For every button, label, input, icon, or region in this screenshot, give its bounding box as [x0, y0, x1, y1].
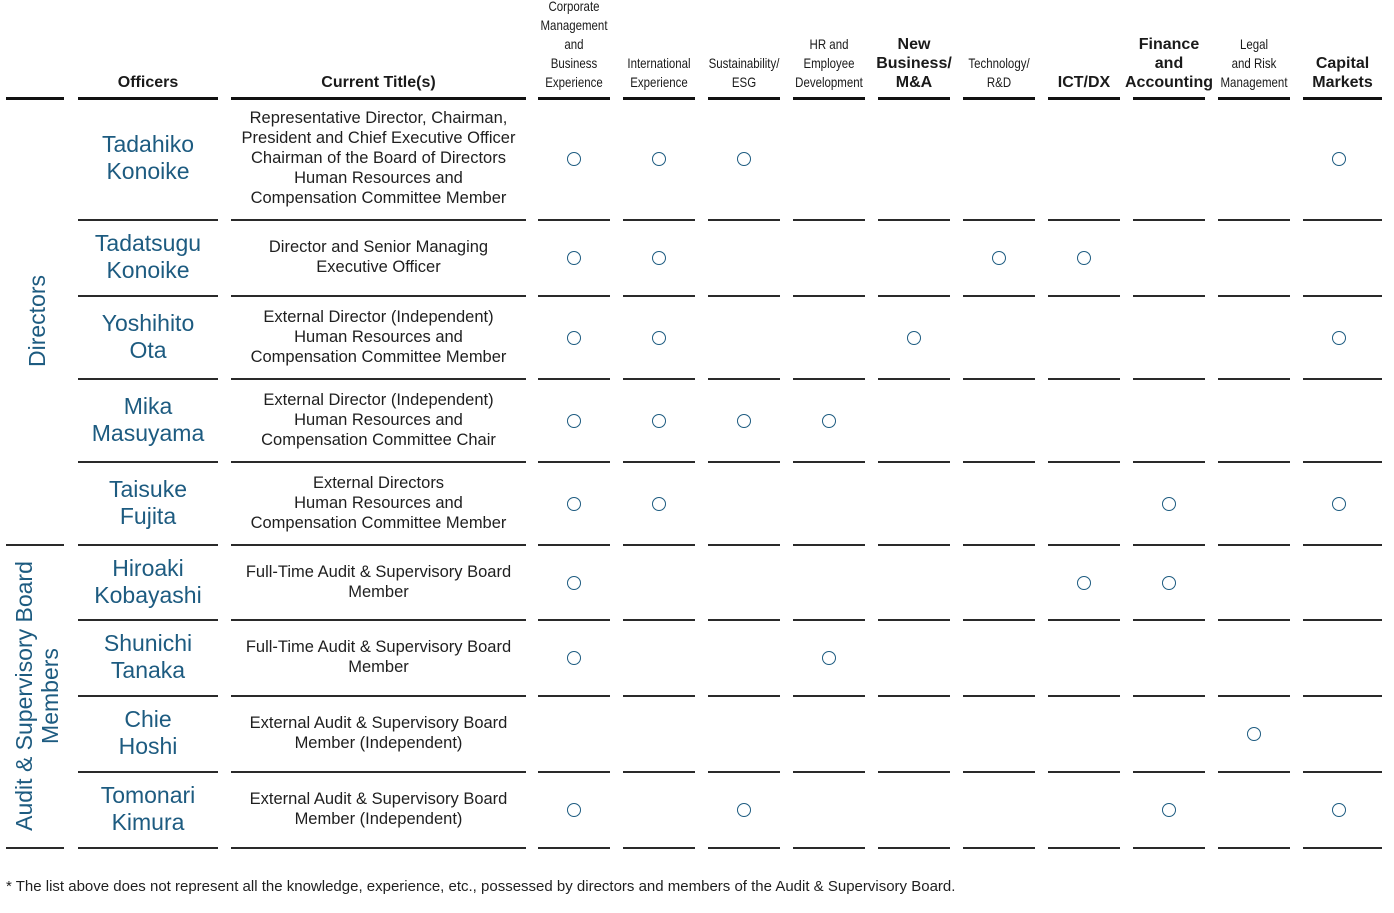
header-skill-2-line1: Sustainability/	[708, 55, 780, 71]
officer-name-last: Masuyama	[91, 419, 205, 446]
table-rule	[1303, 771, 1382, 773]
table-rule	[78, 544, 218, 546]
officer-name-first: Tadatsugu	[94, 230, 202, 256]
group-label-audit-line2: Members	[37, 648, 63, 744]
table-rule	[963, 847, 1035, 849]
table-rule	[1218, 771, 1290, 773]
table-rule	[878, 847, 950, 849]
table-rule	[538, 695, 610, 697]
table-rule	[708, 695, 780, 697]
table-rule	[1133, 544, 1205, 546]
group-label-audit-line1: Audit & Supervisory Board	[11, 561, 37, 831]
table-rule	[1048, 619, 1120, 621]
officer-name-last: Fujita	[119, 502, 177, 529]
table-rule	[878, 295, 950, 297]
header-skill-7-line1: Finance	[1138, 36, 1200, 53]
table-rule	[793, 461, 865, 463]
table-rule	[231, 378, 526, 380]
officer-title-line: External Director (Independent)	[263, 390, 494, 409]
table-rule	[708, 219, 780, 221]
table-rule	[1303, 219, 1382, 221]
officer-name-first: Chie	[124, 706, 172, 732]
officer-title-line: External Audit & Supervisory Board	[249, 790, 508, 808]
table-rule	[1133, 771, 1205, 773]
officer-name-first: Shunichi	[103, 630, 193, 656]
officer-title-line: Human Resources and	[294, 493, 463, 512]
skill-check-circle-icon	[822, 651, 836, 665]
officer-title-line: Compensation Committee Chair	[261, 430, 496, 449]
officer-name-last: Konoike	[106, 158, 190, 184]
officer-title	[231, 789, 526, 829]
officer-title-line: Member	[348, 658, 409, 676]
header-skill-9-line1: Capital	[1315, 55, 1370, 72]
table-rule	[1133, 695, 1205, 697]
table-rule	[538, 619, 610, 621]
officer-name-first: Tadahiko	[101, 131, 195, 157]
header-skill-0-line3: and Business	[550, 36, 598, 71]
officer-title	[231, 637, 526, 677]
officer-name	[78, 706, 218, 760]
table-rule	[538, 97, 610, 100]
table-rule	[1048, 97, 1120, 100]
table-rule	[1048, 544, 1120, 546]
table-rule	[793, 295, 865, 297]
table-rule	[1218, 219, 1290, 221]
table-rule	[538, 219, 610, 221]
skill-check-circle-icon	[1247, 727, 1261, 741]
table-rule	[878, 619, 950, 621]
table-rule	[231, 695, 526, 697]
table-rule	[793, 378, 865, 380]
skill-check-circle-icon	[567, 803, 581, 817]
officer-title-line: Human Resources and	[294, 327, 463, 346]
officer-name-last: Hoshi	[118, 733, 178, 759]
table-rule	[1048, 219, 1120, 221]
header-skill-1-line1: International	[627, 55, 691, 71]
table-rule	[623, 97, 695, 100]
table-rule	[1048, 771, 1120, 773]
table-rule	[623, 295, 695, 297]
officer-name-first: Hiroaki	[112, 554, 184, 581]
officer-name	[78, 131, 218, 185]
skill-check-circle-icon	[1077, 576, 1091, 590]
officer-title-line: Member (Independent)	[294, 810, 463, 828]
officer-title-line: Compensation Committee Member	[250, 347, 507, 366]
officer-title-line: Executive Officer	[316, 258, 441, 276]
skill-check-circle-icon	[992, 251, 1006, 265]
header-skill-0	[540, 0, 609, 92]
officer-title-line: Director and Senior Managing	[268, 238, 489, 256]
table-rule	[623, 461, 695, 463]
table-rule	[1133, 219, 1205, 221]
header-skill-5-line1: Technology/	[968, 55, 1030, 71]
table-rule	[708, 461, 780, 463]
table-rule	[1218, 847, 1290, 849]
table-rule	[6, 847, 64, 849]
table-rule	[231, 771, 526, 773]
header-officers	[78, 60, 218, 92]
skill-check-circle-icon	[567, 331, 581, 345]
officer-name-first: Mika	[123, 392, 173, 419]
table-rule	[1048, 461, 1120, 463]
table-rule	[78, 219, 218, 221]
table-rule	[623, 544, 695, 546]
officer-name-last: Tanaka	[110, 657, 186, 683]
skill-check-circle-icon	[567, 414, 581, 428]
table-rule	[78, 378, 218, 380]
skill-check-circle-icon	[737, 414, 751, 428]
group-label-audit-board	[11, 561, 63, 831]
header-skill-6-line1: ICT/DX	[1057, 74, 1111, 91]
officer-title-line: External Director (Independent)	[263, 307, 494, 326]
table-rule	[1218, 695, 1290, 697]
table-rule	[1133, 619, 1205, 621]
header-skill-8	[1220, 10, 1289, 92]
skill-check-circle-icon	[567, 651, 581, 665]
table-rule	[963, 544, 1035, 546]
officer-name	[78, 476, 218, 530]
table-rule	[708, 97, 780, 100]
header-skill-5-line2: R&D	[986, 74, 1012, 90]
table-rule	[793, 97, 865, 100]
header-skill-4-line1: New	[897, 36, 931, 53]
officer-title-line: President and Chief Executive Officer	[241, 129, 516, 147]
table-rule	[708, 847, 780, 849]
officer-title-line: Member (Independent)	[294, 734, 463, 752]
skill-check-circle-icon	[1332, 803, 1346, 817]
header-skill-3-line2: Employee	[803, 55, 855, 71]
table-rule	[538, 771, 610, 773]
header-skill-7	[1127, 10, 1211, 92]
header-skill-3-line3: Development	[795, 74, 863, 90]
header-skill-9-line2: Markets	[1312, 74, 1373, 91]
table-rule	[793, 695, 865, 697]
header-skill-8-line3: Management	[1220, 74, 1288, 90]
table-rule	[1303, 295, 1382, 297]
table-rule	[793, 219, 865, 221]
table-rule	[708, 544, 780, 546]
officer-title	[231, 562, 526, 602]
officer-title	[231, 390, 526, 450]
table-rule	[878, 461, 950, 463]
table-rule	[963, 378, 1035, 380]
skill-check-circle-icon	[567, 251, 581, 265]
table-rule	[1048, 295, 1120, 297]
officer-name	[78, 393, 218, 447]
skill-check-circle-icon	[907, 331, 921, 345]
table-rule	[623, 378, 695, 380]
table-rule	[231, 97, 526, 100]
table-rule	[78, 847, 218, 849]
table-rule	[538, 461, 610, 463]
officer-title-line: Human Resources and	[294, 169, 463, 187]
group-label-directors: Directors	[24, 274, 50, 368]
table-rule	[1303, 97, 1382, 100]
table-rule	[231, 295, 526, 297]
table-rule	[963, 771, 1035, 773]
officer-name	[78, 630, 218, 684]
table-rule	[1133, 847, 1205, 849]
table-rule	[78, 771, 218, 773]
table-rule	[78, 461, 218, 463]
header-skill-6	[1042, 10, 1126, 92]
table-rule	[963, 219, 1035, 221]
table-rule	[793, 847, 865, 849]
officer-title-line: Chairman of the Board of Directors	[251, 149, 506, 167]
table-rule	[538, 847, 610, 849]
officer-title-line: External Audit & Supervisory Board	[249, 714, 508, 732]
skill-check-circle-icon	[737, 803, 751, 817]
officer-title	[231, 237, 526, 277]
skill-check-circle-icon	[1162, 497, 1176, 511]
table-rule	[1303, 544, 1382, 546]
officer-title-line: Compensation Committee Member	[250, 513, 507, 532]
officer-title-line: External Directors	[312, 473, 445, 492]
footnote: * The list above does not represent all the knowledge, experience, etc., possessed by directors and members of the Audit & Supervisory Board.	[6, 878, 956, 895]
table-rule	[1133, 461, 1205, 463]
header-skill-9	[1297, 10, 1388, 92]
table-rule	[1218, 544, 1290, 546]
officer-name	[78, 310, 218, 364]
skill-check-circle-icon	[737, 152, 751, 166]
skill-check-circle-icon	[652, 414, 666, 428]
table-rule	[708, 771, 780, 773]
table-rule	[538, 544, 610, 546]
table-rule	[793, 771, 865, 773]
skill-check-circle-icon	[652, 152, 666, 166]
officer-name-last: Konoike	[106, 257, 190, 283]
table-rule	[1303, 461, 1382, 463]
table-rule	[1133, 295, 1205, 297]
table-rule	[623, 771, 695, 773]
officer-name	[78, 782, 218, 836]
table-rule	[231, 847, 526, 849]
table-rule	[963, 295, 1035, 297]
officer-name-last: Kimura	[111, 809, 185, 835]
table-rule	[6, 97, 64, 100]
table-rule	[6, 544, 64, 546]
skill-check-circle-icon	[652, 497, 666, 511]
header-skill-0-line2: Management	[540, 17, 608, 33]
skill-check-circle-icon	[822, 414, 836, 428]
officer-name-first: Tomonari	[100, 782, 196, 808]
header-skill-2-line2: ESG	[731, 74, 757, 90]
officer-title	[231, 108, 526, 208]
table-rule	[1133, 378, 1205, 380]
table-rule	[78, 695, 218, 697]
table-rule	[1133, 97, 1205, 100]
header-skill-4	[872, 10, 956, 92]
table-rule	[793, 619, 865, 621]
table-rule	[231, 619, 526, 621]
skill-check-circle-icon	[1162, 576, 1176, 590]
table-rule	[538, 295, 610, 297]
officer-title-line: Full-Time Audit & Supervisory Board	[245, 562, 512, 581]
table-rule	[1218, 295, 1290, 297]
table-rule	[623, 219, 695, 221]
table-rule	[1303, 847, 1382, 849]
header-officers-label: Officers	[117, 74, 179, 91]
header-skill-0-line4: Experience	[545, 74, 603, 90]
table-rule	[878, 695, 950, 697]
officer-title-line: Representative Director, Chairman,	[249, 109, 508, 127]
table-rule	[1048, 695, 1120, 697]
skill-check-circle-icon	[1332, 331, 1346, 345]
table-rule	[1218, 461, 1290, 463]
officer-title	[231, 307, 526, 367]
header-titles-label: Current Title(s)	[321, 74, 436, 91]
table-rule	[231, 544, 526, 546]
table-rule	[878, 544, 950, 546]
header-skill-4-line3: M&A	[895, 74, 933, 91]
officer-title	[231, 473, 526, 533]
header-skill-4-line2: Business/	[876, 55, 952, 72]
officer-name-first: Yoshihito	[101, 309, 195, 336]
table-rule	[963, 461, 1035, 463]
table-rule	[963, 97, 1035, 100]
table-rule	[1218, 378, 1290, 380]
table-rule	[538, 378, 610, 380]
officer-title-line: Full-Time Audit & Supervisory Board	[245, 638, 512, 656]
table-rule	[963, 619, 1035, 621]
table-rule	[708, 619, 780, 621]
skill-check-circle-icon	[1332, 152, 1346, 166]
table-rule	[1218, 619, 1290, 621]
table-rule	[878, 97, 950, 100]
header-skill-8-line1: Legal	[1239, 36, 1269, 52]
header-skill-1	[625, 10, 694, 92]
officer-title-line: Member	[348, 582, 409, 601]
table-rule	[708, 295, 780, 297]
table-rule	[1303, 695, 1382, 697]
officer-title-line: Human Resources and	[294, 410, 463, 429]
table-rule	[231, 461, 526, 463]
table-rule	[1048, 378, 1120, 380]
table-rule	[623, 619, 695, 621]
table-rule	[878, 378, 950, 380]
skill-check-circle-icon	[567, 152, 581, 166]
skill-check-circle-icon	[652, 251, 666, 265]
header-skill-3-line1: HR and	[809, 36, 849, 52]
header-skill-8-line2: and Risk	[1231, 55, 1277, 71]
table-rule	[963, 695, 1035, 697]
table-rule	[1303, 619, 1382, 621]
officer-name-last: Ota	[129, 336, 167, 363]
header-skill-0-line1: Corporate	[548, 0, 600, 14]
table-rule	[1048, 847, 1120, 849]
skill-check-circle-icon	[1077, 251, 1091, 265]
table-rule	[878, 219, 950, 221]
officer-name-last: Kobayashi	[94, 581, 202, 608]
table-rule	[78, 619, 218, 621]
skill-check-circle-icon	[652, 331, 666, 345]
skill-check-circle-icon	[567, 497, 581, 511]
table-rule	[1218, 97, 1290, 100]
header-skill-5	[965, 10, 1034, 92]
table-rule	[78, 97, 218, 100]
header-skill-2	[710, 10, 779, 92]
officer-title-line: Compensation Committee Member	[250, 189, 507, 207]
header-skill-7-line2: and	[1154, 55, 1184, 72]
header-skill-7-line3: Accounting	[1125, 74, 1213, 91]
header-skill-3	[795, 10, 864, 92]
table-rule	[623, 695, 695, 697]
officer-name	[78, 555, 218, 609]
skill-check-circle-icon	[567, 576, 581, 590]
header-titles	[231, 60, 526, 92]
header-skill-1-line2: Experience	[630, 74, 688, 90]
table-rule	[231, 219, 526, 221]
officer-name	[78, 230, 218, 284]
table-rule	[708, 378, 780, 380]
skill-check-circle-icon	[1162, 803, 1176, 817]
table-rule	[878, 771, 950, 773]
officer-name-first: Taisuke	[109, 475, 187, 502]
table-rule	[793, 544, 865, 546]
skill-check-circle-icon	[1332, 497, 1346, 511]
officer-title	[231, 713, 526, 753]
table-rule	[1303, 378, 1382, 380]
table-rule	[78, 295, 218, 297]
table-rule	[623, 847, 695, 849]
